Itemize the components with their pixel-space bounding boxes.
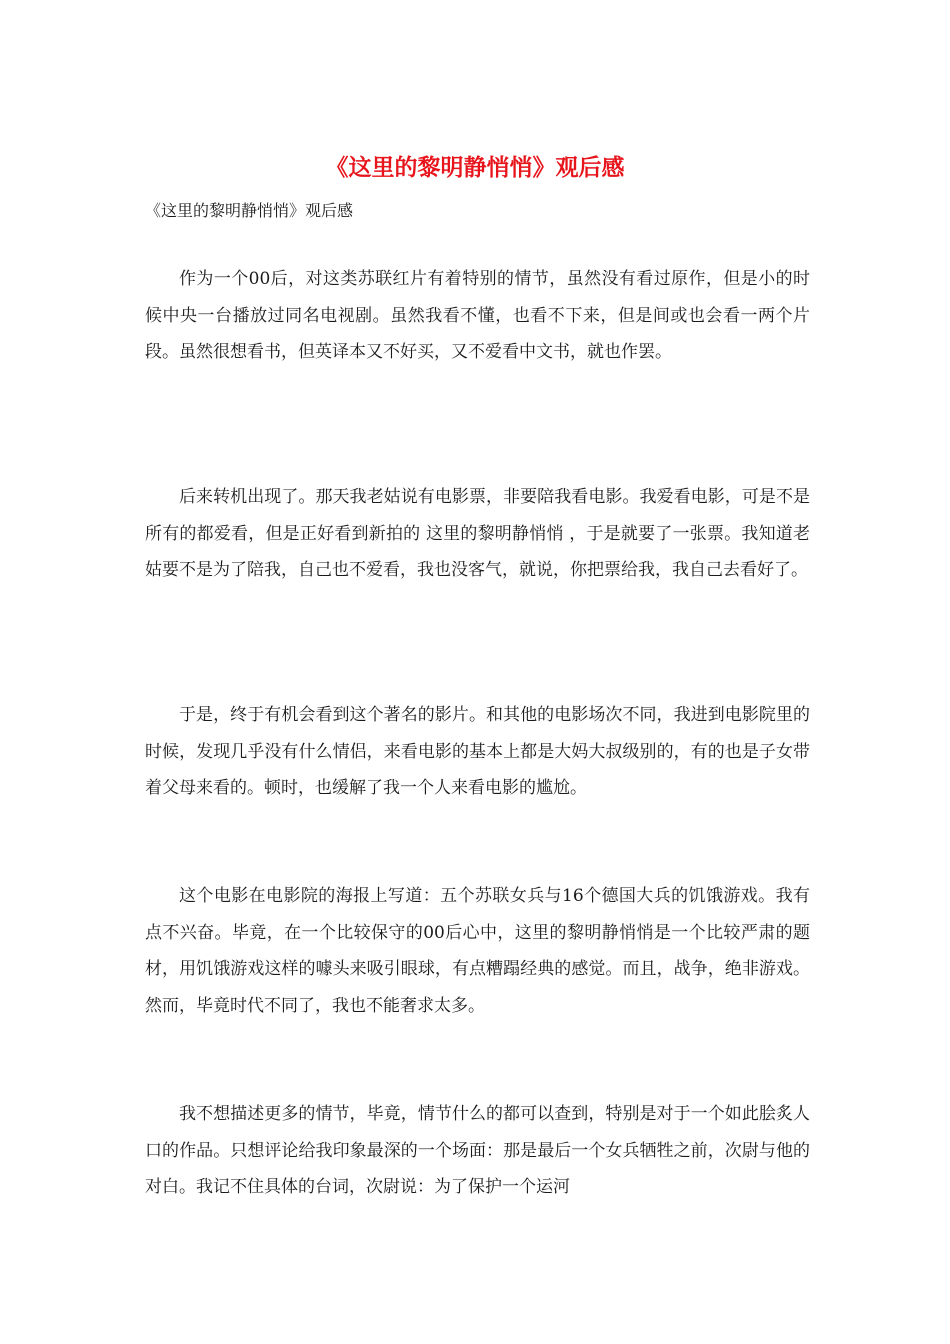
paragraph-5: 我不想描述更多的情节，毕竟，情节什么的都可以查到，特别是对于一个如此脍炙人口的作品。只想评论给我印象最深的一个场面：那是最后一个女兵牺牲之前，次尉与他的对白。我记不住具体的台词，次尉说：为了保护一个运河	[145, 1104, 810, 1197]
paragraph-3: 于是，终于有机会看到这个著名的影片。和其他的电影场次不同，我进到电影院里的时候，发现几乎没有什么情侣，来看电影的基本上都是大妈大叔级别的，有的也是子女带着父母来看的。顿时，也缓解了我一个人来看电影的尴尬。	[145, 705, 810, 798]
document-title: 《这里的黎明静悄悄》观后感	[325, 154, 625, 181]
paragraph-2: 后来转机出现了。那天我老姑说有电影票，非要陪我看电影。我爱看电影，可是不是所有的都爱看，但是正好看到新拍的 这里的黎明静悄悄 ，于是就要了一张票。我知道老姑要不是为了陪我，自己也不爱看，我也没客气，就说，你把票给我，我自己去看好了。	[145, 487, 810, 580]
document-subtitle: 《这里的黎明静悄悄》观后感	[145, 201, 354, 220]
paragraph-1: 作为一个00后，对这类苏联红片有着特别的情节，虽然没有看过原作，但是小的时候中央一台播放过同名电视剧。虽然我看不懂，也看不下来，但是间或也会看一两个片段。虽然很想看书，但英译本又不好买，又不爱看中文书，就也作罢。	[145, 269, 810, 362]
paragraph-4: 这个电影在电影院的海报上写道：五个苏联女兵与16个德国大兵的饥饿游戏。我有点不兴奋。毕竟，在一个比较保守的00后心中，这里的黎明静悄悄是一个比较严肃的题材，用饥饿游戏这样的噱头来吸引眼球，有点糟蹋经典的感觉。而且，战争，绝非游戏。然而，毕竟时代不同了，我也不能奢求太多。	[145, 886, 810, 1016]
